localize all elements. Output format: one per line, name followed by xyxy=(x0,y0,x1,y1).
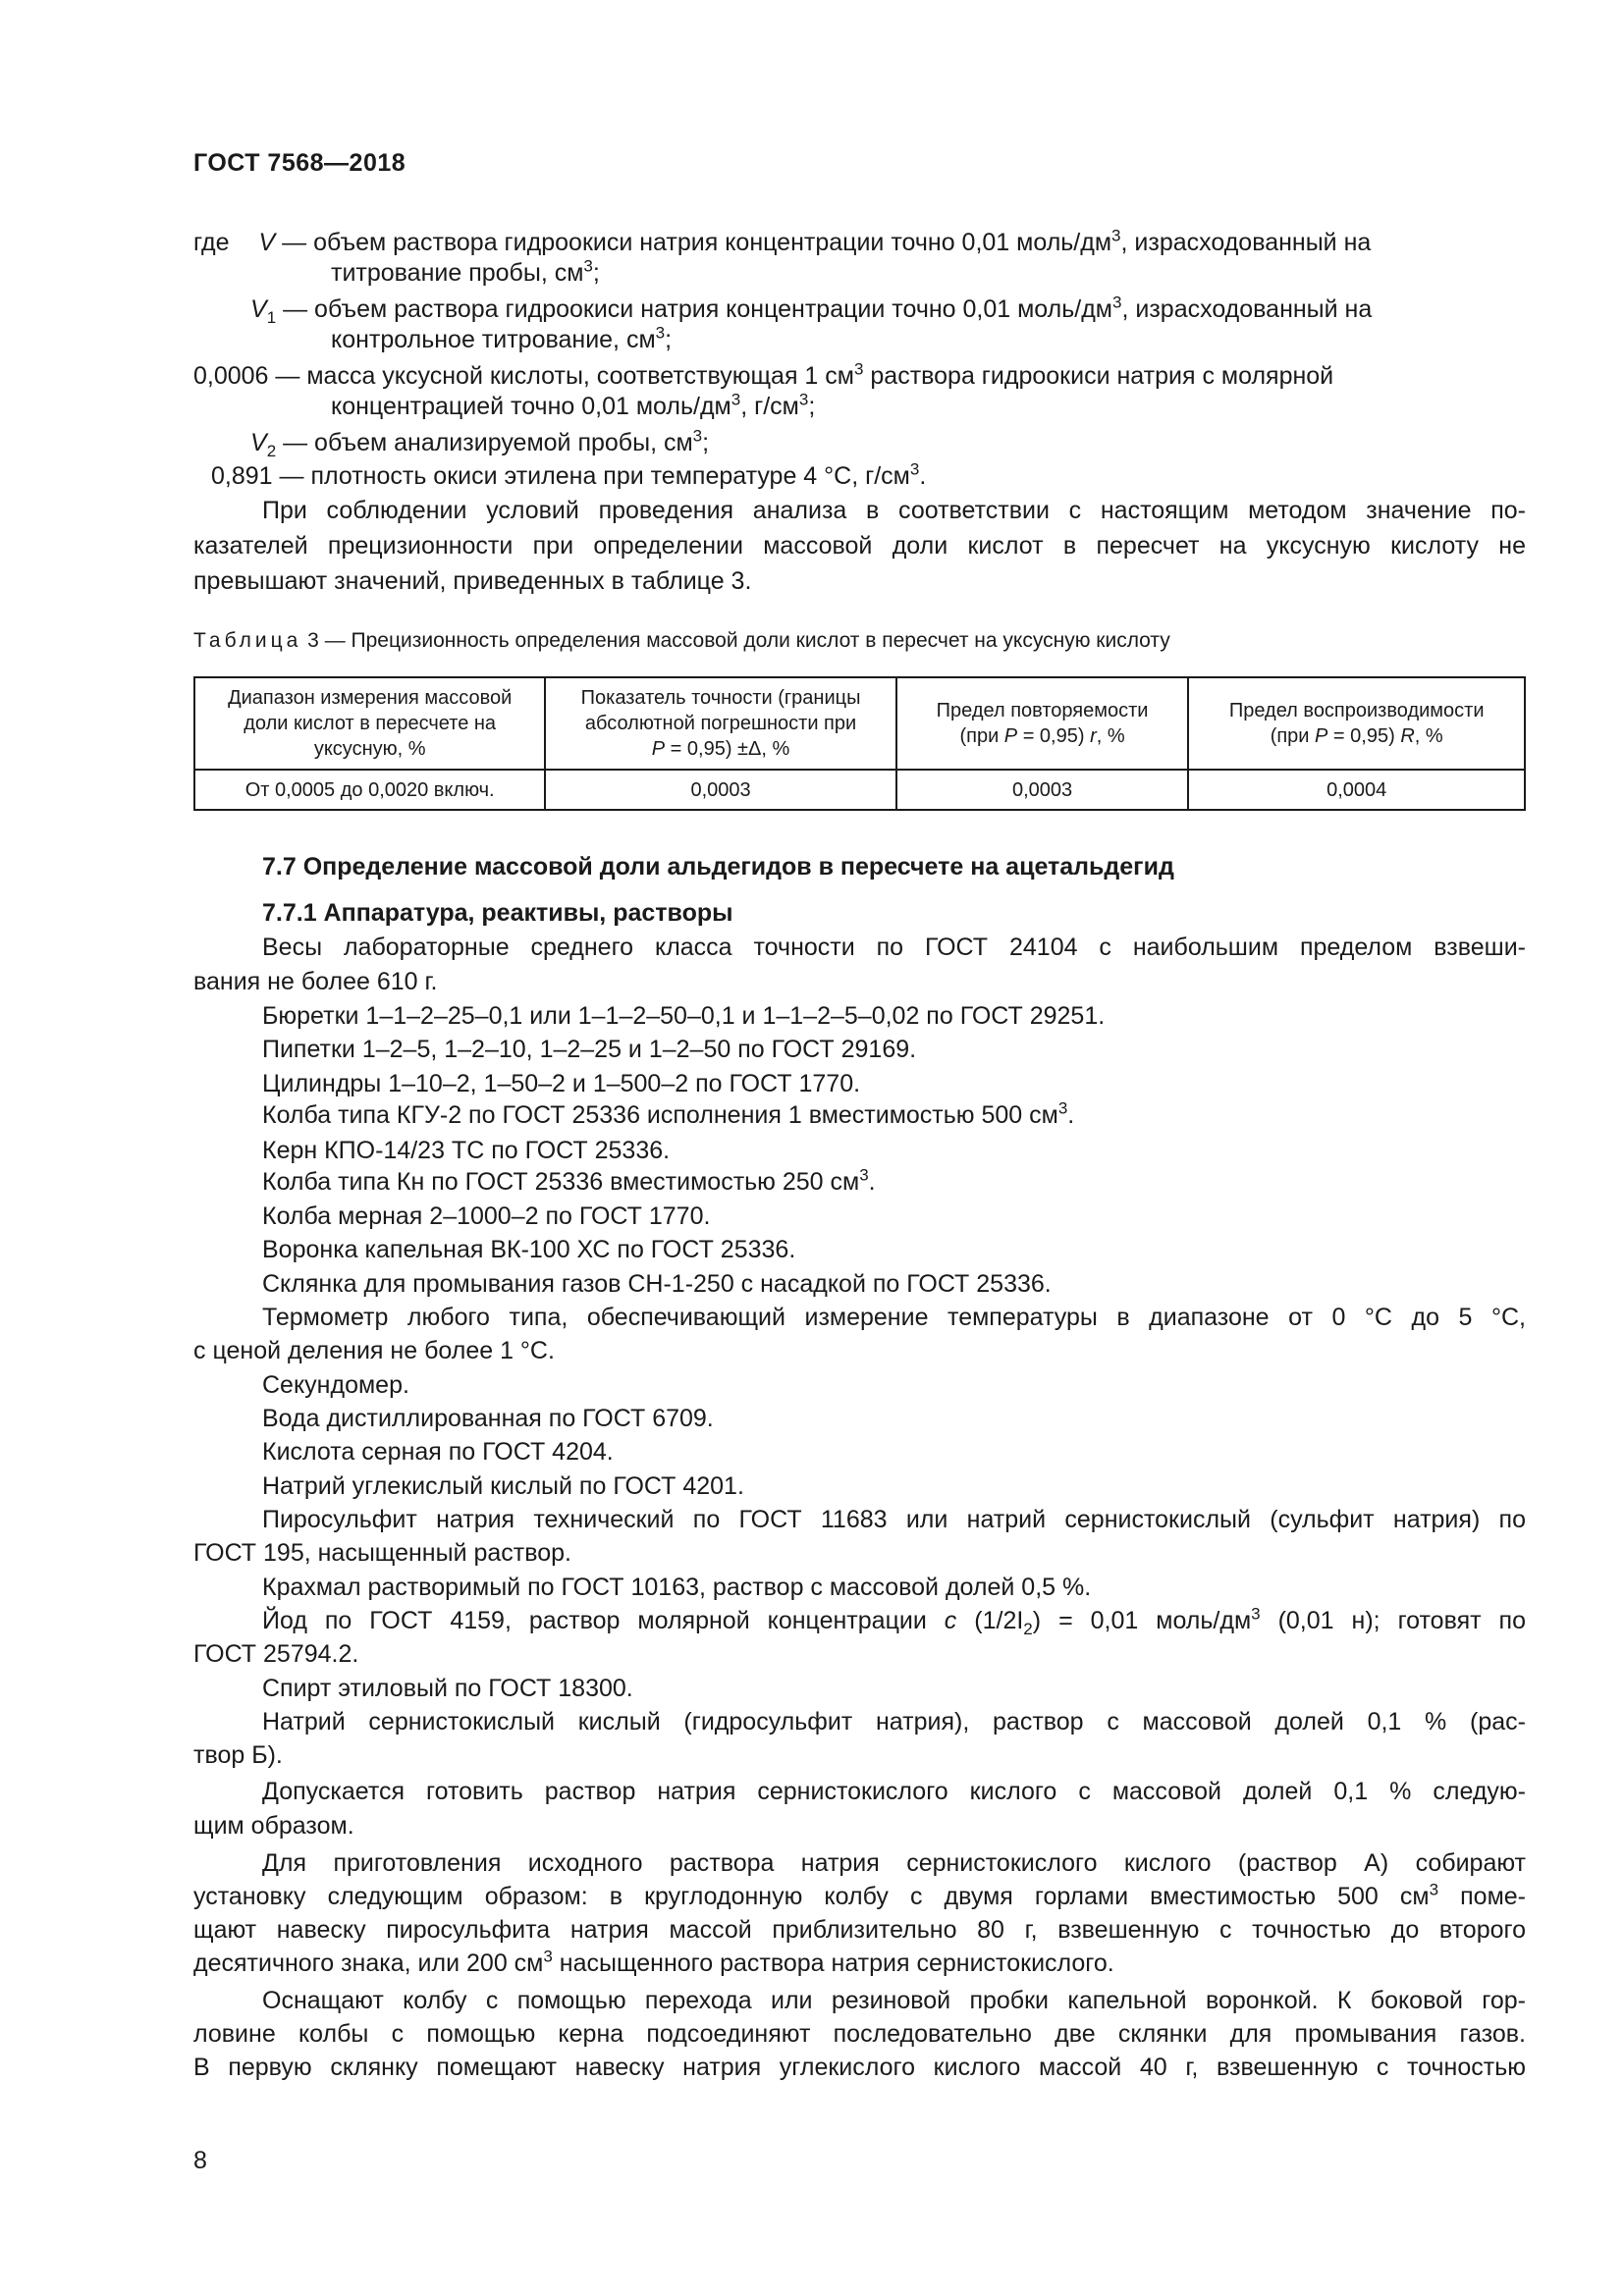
definition-v-cont: титрование пробы, $см^3$; xyxy=(331,256,600,287)
definition-0-0006-cont: концентрацией точно 0,01 моль/$дм^3$, $г/см^3$; xyxy=(331,390,816,420)
body-line: Для приготовления исходного раствора натрия сернистокислого кислого (раствор А) собирают xyxy=(262,1849,1526,1877)
def-text: — объем раствора гидроокиси натрия концентрации точно 0,01 моль/дм xyxy=(282,229,1112,256)
body-line: Склянка для промывания газов СН-1-250 с насадкой по ГОСТ 25336. xyxy=(262,1270,1052,1298)
body-line: вания не более 610 г. xyxy=(193,968,438,995)
section-heading-7-7: 7.7 Определение массовой доли альдегидов в пересчете на ацетальдегид xyxy=(262,853,1174,881)
table-cell: 0,0003 xyxy=(545,770,895,810)
body-line: Весы лабораторные среднего класса точности по ГОСТ 24104 с наибольшим пределом взвеши- xyxy=(262,934,1526,961)
definition-v2: $V_2$ — объем анализируемой пробы, $см^3$; xyxy=(250,426,710,460)
table-cell: 0,0003 xyxy=(896,770,1189,810)
body-line: Керн КПО-14/23 ТС по ГОСТ 25336. xyxy=(262,1137,671,1164)
body-line: Колба типа КГУ-2 по ГОСТ 25336 исполнения 1 вместимостью 500 $см^3$. xyxy=(262,1098,1075,1129)
para-precision-1: При соблюдении условий проведения анализа в соответствии с настоящим методом значение по- xyxy=(262,497,1526,524)
table-header-cell: Показатель точности (границы абсолютной погрешности при P = 0,95) ±Δ, % xyxy=(545,677,895,770)
body-line: Воронка капельная ВК-100 ХС по ГОСТ 25336. xyxy=(262,1236,796,1263)
body-line: Цилиндры 1–10–2, 1–50–2 и 1–500–2 по ГОСТ 1770. xyxy=(262,1070,861,1097)
table-header-cell: Предел повторяемости (при P = 0,95) r, % xyxy=(896,677,1189,770)
document-header: ГОСТ 7568—2018 xyxy=(193,149,406,177)
definition-v1: $V_1$ — объем раствора гидроокиси натрия концентрации точно 0,01 моль/$дм^3$, израсходованный на xyxy=(250,293,1373,327)
symbol: V xyxy=(258,229,276,256)
body-line: Вода дистиллированная по ГОСТ 6709. xyxy=(262,1405,714,1432)
where-label: где xyxy=(193,229,230,256)
table-header-row xyxy=(194,677,1525,770)
body-line: Пипетки 1–2–5, 1–2–10, 1–2–25 и 1–2–50 по ГОСТ 29169. xyxy=(262,1036,917,1063)
page-number: 8 xyxy=(193,2147,207,2174)
body-line: Пиросульфит натрия технический по ГОСТ 11683 или натрий сернистокислый (сульфит натрия) по xyxy=(262,1506,1526,1533)
body-line: Оснащают колбу с помощью перехода или резиновой пробки капельной воронкой. К боковой гор- xyxy=(262,1987,1526,2014)
precision-table xyxy=(193,676,1526,811)
body-line: десятичного знака, или 200 $см^3$ насыщенного раствора натрия сернистокислого. xyxy=(193,1947,1114,1977)
definition-v: где V — объем раствора гидроокиси натрия концентрации точно 0,01 моль/$дм^3$, израсходованный на xyxy=(193,226,1372,256)
body-line: с ценой деления не более 1 °C. xyxy=(193,1337,555,1364)
table-cell: 0,0004 xyxy=(1188,770,1525,810)
body-line: Колба типа Кн по ГОСТ 25336 вместимостью 250 $см^3$. xyxy=(262,1165,876,1196)
body-line: Колба мерная 2–1000–2 по ГОСТ 1770. xyxy=(262,1202,711,1230)
body-line: ГОСТ 195, насыщенный раствор. xyxy=(193,1539,571,1567)
definition-v1-cont: контрольное титрование, $см^3$; xyxy=(331,323,673,353)
body-line: Натрий сернистокислый кислый (гидросульфит натрия), раствор с массовой долей 0,1 % (рас- xyxy=(262,1708,1526,1735)
body-line: ловине колбы с помощью керна подсоединяют последовательно две склянки для промывания газов. xyxy=(193,2020,1526,2048)
definition-0-0006: 0,0006 — масса уксусной кислоты, соответствующая 1 $см^3$ раствора гидроокиси натрия с молярной xyxy=(193,359,1334,390)
body-line: установку следующим образом: в круглодонную колбу с двумя горлами вместимостью 500 $см^3$ поме- xyxy=(193,1880,1526,1910)
body-line: Допускается готовить раствор натрия сернистокислого кислого с массовой долей 0,1 % следую- xyxy=(262,1778,1526,1805)
body-line-iodine: Йод по ГОСТ 4159, раствор молярной концентрации c $(1/2I_2) = 0,01$ моль/$дм^3$ (0,01 н); готовят по xyxy=(262,1604,1526,1638)
body-line: ГОСТ 25794.2. xyxy=(193,1640,359,1668)
table-cell: От 0,0005 до 0,0020 включ. xyxy=(194,770,545,810)
body-line: Спирт этиловый по ГОСТ 18300. xyxy=(262,1675,633,1702)
body-line: твор Б). xyxy=(193,1741,283,1769)
body-line: щают навеску пиросульфита натрия массой приблизительно 80 г, взвешенную с точностью до второго xyxy=(193,1916,1526,1944)
body-line: щим образом. xyxy=(193,1812,354,1840)
body-line: Бюретки 1–1–2–25–0,1 или 1–1–2–50–0,1 и 1–1–2–5–0,02 по ГОСТ 29251. xyxy=(262,1002,1106,1030)
body-line: В первую склянку помещают навеску натрия углекислого кислого массой 40 г, взвешенную с точностью xyxy=(193,2054,1526,2081)
definition-0-891: 0,891 — плотность окиси этилена при температуре 4 °C, $г/см^3$. xyxy=(211,459,927,490)
table-row xyxy=(194,770,1525,810)
para-precision-2: казателей прецизионности при определении массовой доли кислот в пересчет на уксусную кислоту не xyxy=(193,532,1526,560)
body-line: Кислота серная по ГОСТ 4204. xyxy=(262,1438,614,1466)
body-line: Крахмал растворимый по ГОСТ 10163, раствор с массовой долей 0,5 %. xyxy=(262,1574,1092,1601)
body-line: Секундомер. xyxy=(262,1371,409,1399)
body-line: Термометр любого типа, обеспечивающий измерение температуры в диапазоне от 0 °C до 5 °C, xyxy=(262,1304,1526,1331)
table-header-cell: Предел воспроизводимости (при P = 0,95) R, % xyxy=(1188,677,1525,770)
para-precision-3: превышают значений, приведенных в таблице 3. xyxy=(193,567,752,595)
body-line: Натрий углекислый кислый по ГОСТ 4201. xyxy=(262,1472,744,1500)
table-caption: Таблица 3 — Прецизионность определения массовой доли кислот в пересчет на уксусную кислоту xyxy=(193,629,1170,652)
table-header-cell: Диапазон измерения массовой доли кислот в пересчете на уксусную, % xyxy=(194,677,545,770)
section-heading-7-7-1: 7.7.1 Аппаратура, реактивы, растворы xyxy=(262,899,733,927)
